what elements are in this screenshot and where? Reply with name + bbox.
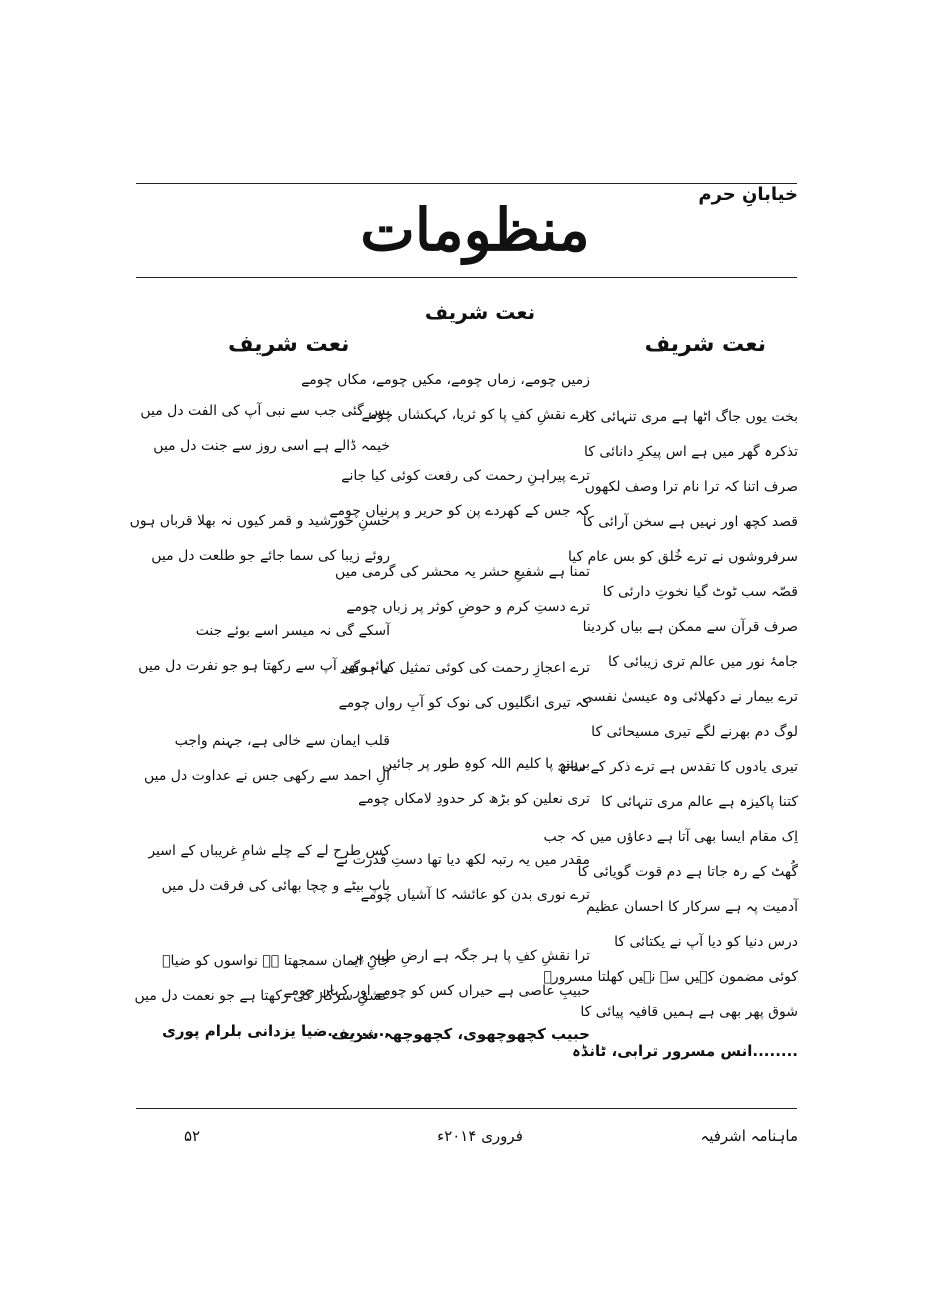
poem-line: لوگ دم بھرنے لگے تیری مسیحائی کا: [591, 724, 798, 740]
poem-line: کہ جس کے کھردے پن کو حریر و پرنیاں چومے: [329, 503, 590, 519]
poem-line: تری نعلین کو بڑھ کر حدودِ لامکاں چومے: [358, 791, 590, 807]
poem-line: گُھٹ کے رہ جاتا ہے دم قوت گویائی کا: [577, 864, 798, 880]
poem-line: جامۂ نور میں عالم تری زیبائی کا: [607, 654, 798, 670]
poem-line: ترے نقشِ کفِ پا کو ثریا، کہکشاں چومے: [361, 407, 590, 423]
poem-line: رائی بھر آپ سے رکھتا ہو جو نفرت دل میں: [138, 658, 390, 674]
left-poem: [129, 394, 390, 1049]
footer-rule: [136, 1108, 797, 1109]
poem-line: صرف قرآن سے ممکن ہے بیاں کردینا: [582, 619, 798, 635]
poem-line: عشقِ سرکار کی رکھتا ہے جو نعمت دل میں: [134, 988, 390, 1004]
poem-line: مقدر میں یہ رتبہ لکھ دیا تھا دستِ قدرت نے: [336, 852, 590, 868]
poem-line: قصد کچھ اور نہیں ہے سخن آرائی کا: [582, 514, 798, 530]
poem-line: سرفروشوں نے ترے خُلق کو بس عام کیا: [567, 549, 798, 565]
right-poem: [543, 400, 798, 1069]
right-column-heading: نعت شریف: [644, 332, 766, 357]
page-title: منظومات: [360, 196, 590, 264]
poem-line: آدمیت پہ ہے سرکار کا احسان عظیم: [586, 899, 798, 915]
poem-line: ترے نوری بدن کو عائشہ کا آشیاں چومے: [360, 887, 590, 903]
poem-line: کہ تیری انگلیوں کی نوک کو آبِ رواں چومے: [338, 695, 590, 711]
poem-line: شوق پھر بھی ہے ہمیں قافیہ پیائی کا: [580, 1004, 798, 1020]
poem-line: بس گئی جب سے نبی آپ کی الفت دل میں: [140, 403, 390, 419]
poem-line: حسنِ خورشید و قمر کیوں نہ بھلا قرباں ہوں: [129, 513, 390, 529]
poem-line: کس طرح لے کے چلے شامِ غریباں کے اسیر: [148, 843, 390, 859]
poem-line: آلِ احمد سے رکھی جس نے عداوت دل میں: [143, 768, 390, 784]
poet-credit: حبیب کچھوچھوی، کچھوچھہ شریف: [331, 1025, 590, 1043]
poet-credit: ...........ضیا یزدانی بلرام پوری: [162, 1022, 390, 1040]
poem-line: زمیں چومے، زماں چومے، مکیں چومے، مکاں چومے: [301, 372, 590, 388]
poem-line: تذکرہ گھر میں ہے اس پیکرِ دانائی کا: [584, 444, 798, 460]
poem-line: روئے زیبا کی سما جائے جو طلعت دل میں: [151, 548, 390, 564]
poem-line: جانِ ایمان سمجھتا ہے نواسوں کو ضیاؔ: [162, 953, 390, 969]
poem-line: اِک مقام ایسا بھی آتا ہے دعاؤں میں کہ جب: [543, 829, 798, 845]
poem-line: تیری یادوں کا تقدس ہے ترے ذکر کے ساتھ: [557, 759, 798, 775]
issue-date: فروری ۲۰۱۴ء: [437, 1127, 523, 1145]
poem-line: صرف اتنا کہ ترا نام ترا وصف لکھوں: [584, 479, 798, 495]
poem-line: ترے دستِ کرم و حوضِ کوثر پر زباں چومے: [346, 599, 590, 615]
page-number: ۵۲: [184, 1127, 201, 1145]
poem-line: تمنا ہے شفیعِ حشر یہ محشر کی گرمی میں: [335, 564, 590, 580]
poem-line: درس دنیا کو دیا آپ نے یکتائی کا: [614, 934, 798, 950]
poet-credit: ........انس مسرور ترابی، ٹانڈہ: [571, 1042, 798, 1060]
poem-line: برہنہ پا کلیم اللہ کوہِ طور پر جائیں: [382, 756, 590, 772]
poem-line: آسکے گی نہ میسر اسے بوئے جنت: [195, 623, 390, 639]
poem-line: کتنا پاکیزہ ہے عالم مری تنہائی کا: [601, 794, 798, 810]
left-column-heading: نعت شریف: [228, 332, 350, 357]
poem-line: باپ بیٹے و چچا بھائی کی فرقت دل میں: [161, 878, 390, 894]
poem-line: خیمہ ڈالے ہے اسی روز سے جنت دل میں: [153, 438, 390, 454]
section-label: خیابانِ حرم: [698, 184, 798, 205]
poem-line: ترے اعجازِ رحمت کی کوئی تمثیل کیا ہوگی: [341, 660, 590, 676]
magazine-name: ماہنامہ اشرفیہ: [700, 1127, 798, 1145]
poem-line: کوئی مضمون کہیں سے نہیں کھلتا مسرورؔ: [543, 969, 798, 985]
poem-line: ترے بیمار نے دکھلائی وہ عیسیٰ نفسی: [582, 689, 798, 705]
center-heading: نعت شریف: [424, 300, 536, 324]
title-underline-rule: [136, 277, 797, 278]
poem-line: قلب ایمان سے خالی ہے، جہنم واجب: [174, 733, 390, 749]
poem-line: قصّہ سب ٹوٹ گیا نخوتِ دارئی کا: [602, 584, 798, 600]
poem-line: حبیبِ عاصی ہے حیراں کس کو چومے اور کہاں چومے: [283, 983, 590, 999]
poem-line: ترا نقشِ کفِ پا ہر جگہ ہے ارضِ طیبہ پر: [352, 948, 590, 964]
poem-line: بخت یوں جاگ اٹھا ہے مری تنہائی کا: [585, 409, 798, 425]
poem-line: ترے پیراہنِ رحمت کی رفعت کوئی کیا جانے: [341, 468, 590, 484]
